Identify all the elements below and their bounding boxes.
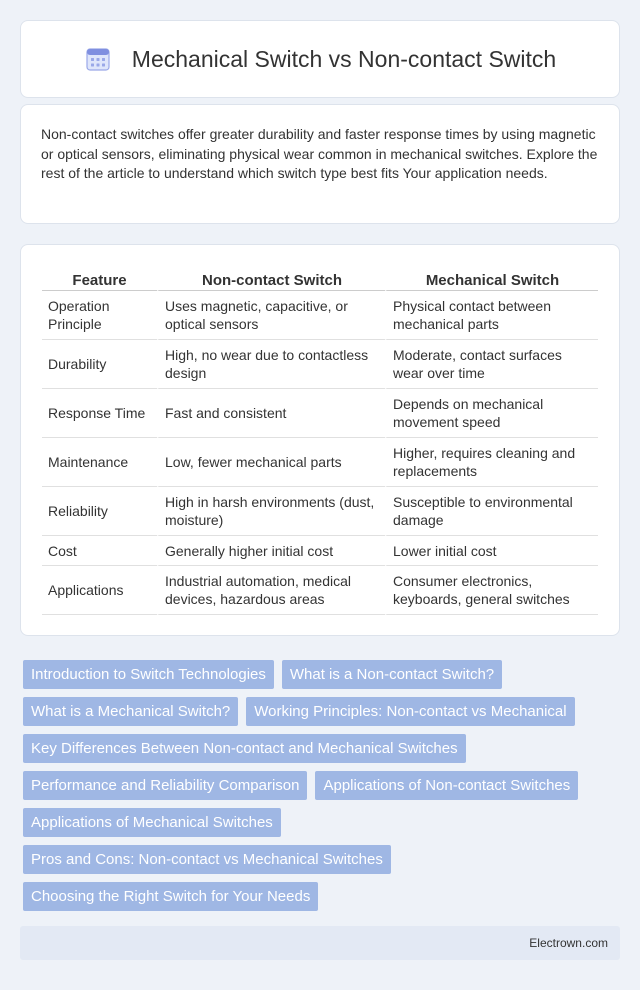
footer-site[interactable]: Electrown.com — [529, 936, 608, 950]
table-row — [42, 566, 598, 615]
comparison-table — [42, 265, 598, 615]
table-cell: Fast and consistent — [157, 389, 385, 438]
tag-link[interactable]: What is a Mechanical Switch? — [23, 697, 238, 726]
tag-link[interactable]: Applications of Non-contact Switches — [315, 771, 578, 800]
table-cell: Depends on mechanical movement speed — [385, 389, 598, 438]
table-cell: Uses magnetic, capacitive, or optical sensors — [157, 291, 385, 340]
table-cell: Maintenance — [42, 438, 157, 487]
intro-text: Non-contact switches offer greater durability and faster response times by using magnetic or optical sensors, eliminating physical wear common in mechanical switches. Explore the rest of the article to understand which switch type best fits Your application needs. — [41, 126, 598, 181]
topic-tags — [23, 660, 623, 919]
table-row — [42, 340, 598, 389]
table-cell: Response Time — [42, 389, 157, 438]
table-cell: Lower initial cost — [385, 536, 598, 566]
intro-card — [20, 104, 620, 224]
table-cell: High in harsh environments (dust, moisture) — [157, 487, 385, 536]
table-cell: Susceptible to environmental damage — [385, 487, 598, 536]
tag-link[interactable]: What is a Non-contact Switch? — [282, 660, 502, 689]
calendar-icon — [84, 45, 112, 73]
tag-link[interactable]: Key Differences Between Non-contact and Mechanical Switches — [23, 734, 466, 763]
table-cell: Moderate, contact surfaces wear over time — [385, 340, 598, 389]
table-cell: Higher, requires cleaning and replacements — [385, 438, 598, 487]
tag-link[interactable]: Applications of Mechanical Switches — [23, 808, 281, 837]
header-feature: Feature — [42, 265, 157, 291]
page-title: Mechanical Switch vs Non-contact Switch — [131, 45, 557, 72]
table-cell: Industrial automation, medical devices, hazardous areas — [157, 566, 385, 615]
table-cell: Operation Principle — [42, 291, 157, 340]
tag-link[interactable]: Performance and Reliability Comparison — [23, 771, 307, 800]
table-row — [42, 536, 598, 566]
comparison-table-card — [20, 244, 620, 636]
header-mechanical: Mechanical Switch — [385, 265, 598, 291]
table-cell: Low, fewer mechanical parts — [157, 438, 385, 487]
table-cell: Reliability — [42, 487, 157, 536]
table-cell: Cost — [42, 536, 157, 566]
tag-link[interactable]: Choosing the Right Switch for Your Needs — [23, 882, 318, 911]
table-row — [42, 389, 598, 438]
table-cell: High, no wear due to contactless design — [157, 340, 385, 389]
table-cell: Physical contact between mechanical parts — [385, 291, 598, 340]
tag-link[interactable]: Working Principles: Non-contact vs Mechanical — [246, 697, 574, 726]
table-row — [42, 291, 598, 340]
table-row — [42, 487, 598, 536]
table-cell: Consumer electronics, keyboards, general switches — [385, 566, 598, 615]
header-non-contact: Non-contact Switch — [157, 265, 385, 291]
table-cell: Generally higher initial cost — [157, 536, 385, 566]
table-cell: Applications — [42, 566, 157, 615]
tag-link[interactable]: Pros and Cons: Non-contact vs Mechanical Switches — [23, 845, 391, 874]
title-card — [20, 20, 620, 98]
tag-link[interactable]: Introduction to Switch Technologies — [23, 660, 274, 689]
table-row — [42, 438, 598, 487]
table-cell: Durability — [42, 340, 157, 389]
table-header-row — [42, 265, 598, 291]
footer — [20, 926, 620, 960]
